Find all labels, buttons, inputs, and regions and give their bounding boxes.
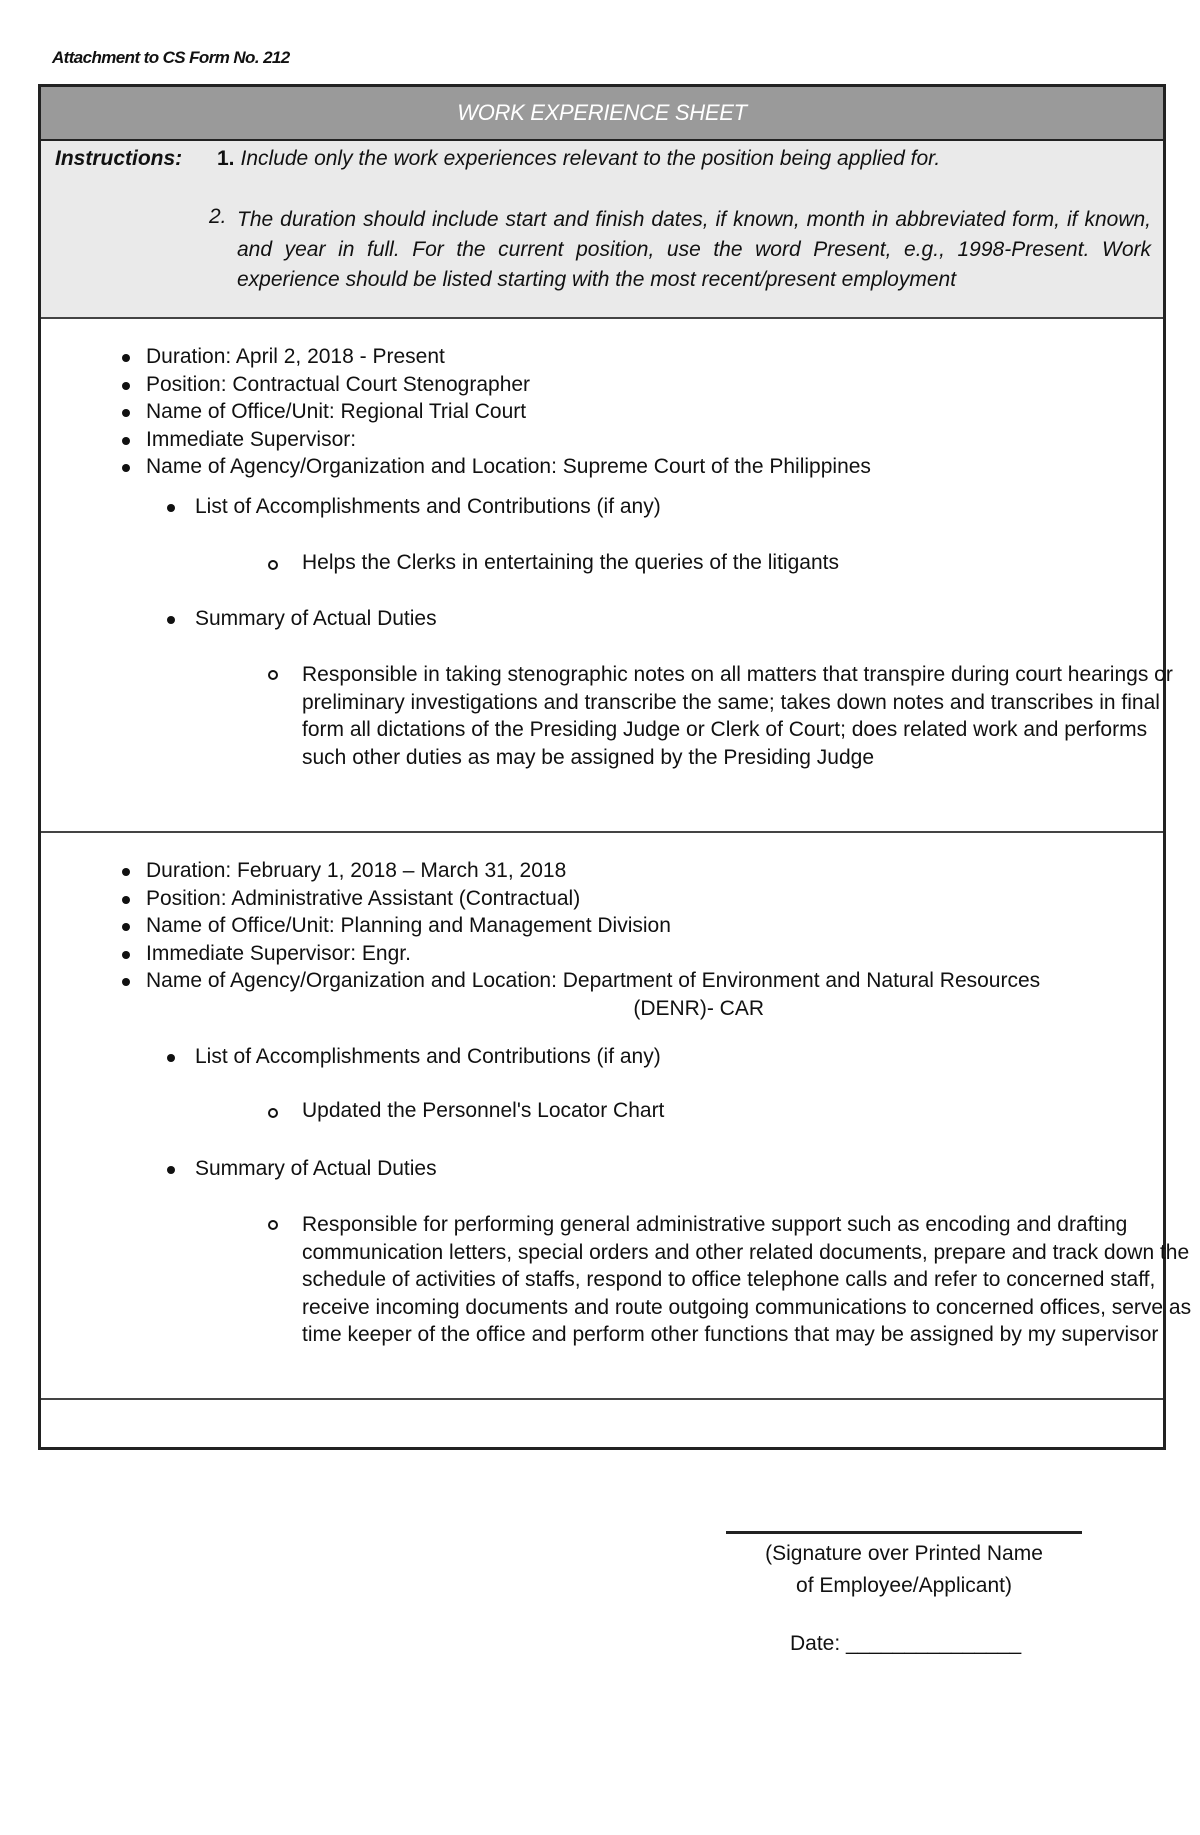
agency-location-text: Name of Agency/Organization and Location: Department of Environment and Natural Resources: [146, 969, 1041, 992]
signature-line-1: (Signature over Printed Name: [765, 1542, 1043, 1565]
signature-line-2: of Employee/Applicant): [796, 1574, 1012, 1597]
accomplishments-heading: List of Accomplishments and Contributions (if any): [163, 495, 661, 519]
duration: Duration: February 1, 2018 – March 31, 2018: [118, 857, 1128, 885]
instruction-1: [217, 147, 940, 171]
signature-caption: [726, 1538, 1082, 1602]
instruction-1-text: Include only the work experiences relevant to the position being applied for.: [240, 147, 941, 170]
entry-fields: [118, 343, 1128, 481]
instruction-2: [209, 205, 1151, 295]
attachment-label: Attachment to CS Form No. 212: [52, 48, 290, 67]
agency-location-continued: (DENR)- CAR: [633, 996, 764, 1020]
instruction-2-number: 2.: [209, 205, 227, 228]
accomplishments-heading: List of Accomplishments and Contributions (if any): [163, 1045, 661, 1069]
date-field: Date: _______________: [790, 1632, 1022, 1655]
immediate-supervisor: Immediate Supervisor: Engr.: [118, 940, 1128, 968]
accomplishment-item: Helps the Clerks in entertaining the queries of the litigants: [264, 551, 1200, 575]
duties-heading: Summary of Actual Duties: [163, 1157, 437, 1181]
duties-item: Responsible in taking stenographic notes on all matters that transpire during court hearings or preliminary investigations and transcribe the same; takes down notes and transcribes in final form all dictations of the Presiding Judge or Clerk of Court; does related work and performs such other duties as may be assigned by the Presiding Judge: [264, 661, 1192, 771]
office-unit: Name of Office/Unit: Regional Trial Court: [118, 398, 1128, 426]
work-experience-sheet: [38, 84, 1192, 1450]
agency-location: [118, 967, 1128, 1022]
position: Position: Contractual Court Stenographer: [118, 371, 1128, 399]
position: Position: Administrative Assistant (Contractual): [118, 885, 1128, 913]
instruction-1-number: 1.: [217, 147, 235, 170]
accomplishment-item: Updated the Personnel's Locator Chart: [264, 1099, 1200, 1123]
signature-line: [726, 1531, 1082, 1534]
instructions-label: Instructions:: [55, 147, 183, 170]
immediate-supervisor: Immediate Supervisor:: [118, 426, 1128, 454]
sheet-title: WORK EXPERIENCE SHEET: [41, 87, 1163, 141]
empty-entry: [41, 1400, 1163, 1455]
office-unit: Name of Office/Unit: Planning and Management Division: [118, 912, 1128, 940]
instructions-section: [41, 141, 1163, 319]
duties-item: Responsible for performing general administrative support such as encoding and drafting communication letters, special orders and other related documents, prepare and track down the schedule of activities of staffs, respond to office telephone calls and refer to concerned staff, receive incoming documents and route outgoing communications to concerned offices, serve as time keeper of the office and perform other functions that may be assigned by my supervisor: [264, 1211, 1192, 1349]
entry-fields: [118, 857, 1128, 1022]
experience-entry: [41, 833, 1192, 1400]
agency-location: Name of Agency/Organization and Location: Supreme Court of the Philippines: [118, 453, 1128, 481]
experience-entry: [41, 319, 1173, 833]
duration: Duration: April 2, 2018 - Present: [118, 343, 1128, 371]
instruction-2-text: The duration should include start and finish dates, if known, month in abbreviated form, if known, and year in full. For the current position, use the word Present, e.g., 1998-Present. Work experience should be listed starting with the most recent/present employment: [237, 208, 1151, 291]
duties-heading: Summary of Actual Duties: [163, 607, 437, 631]
